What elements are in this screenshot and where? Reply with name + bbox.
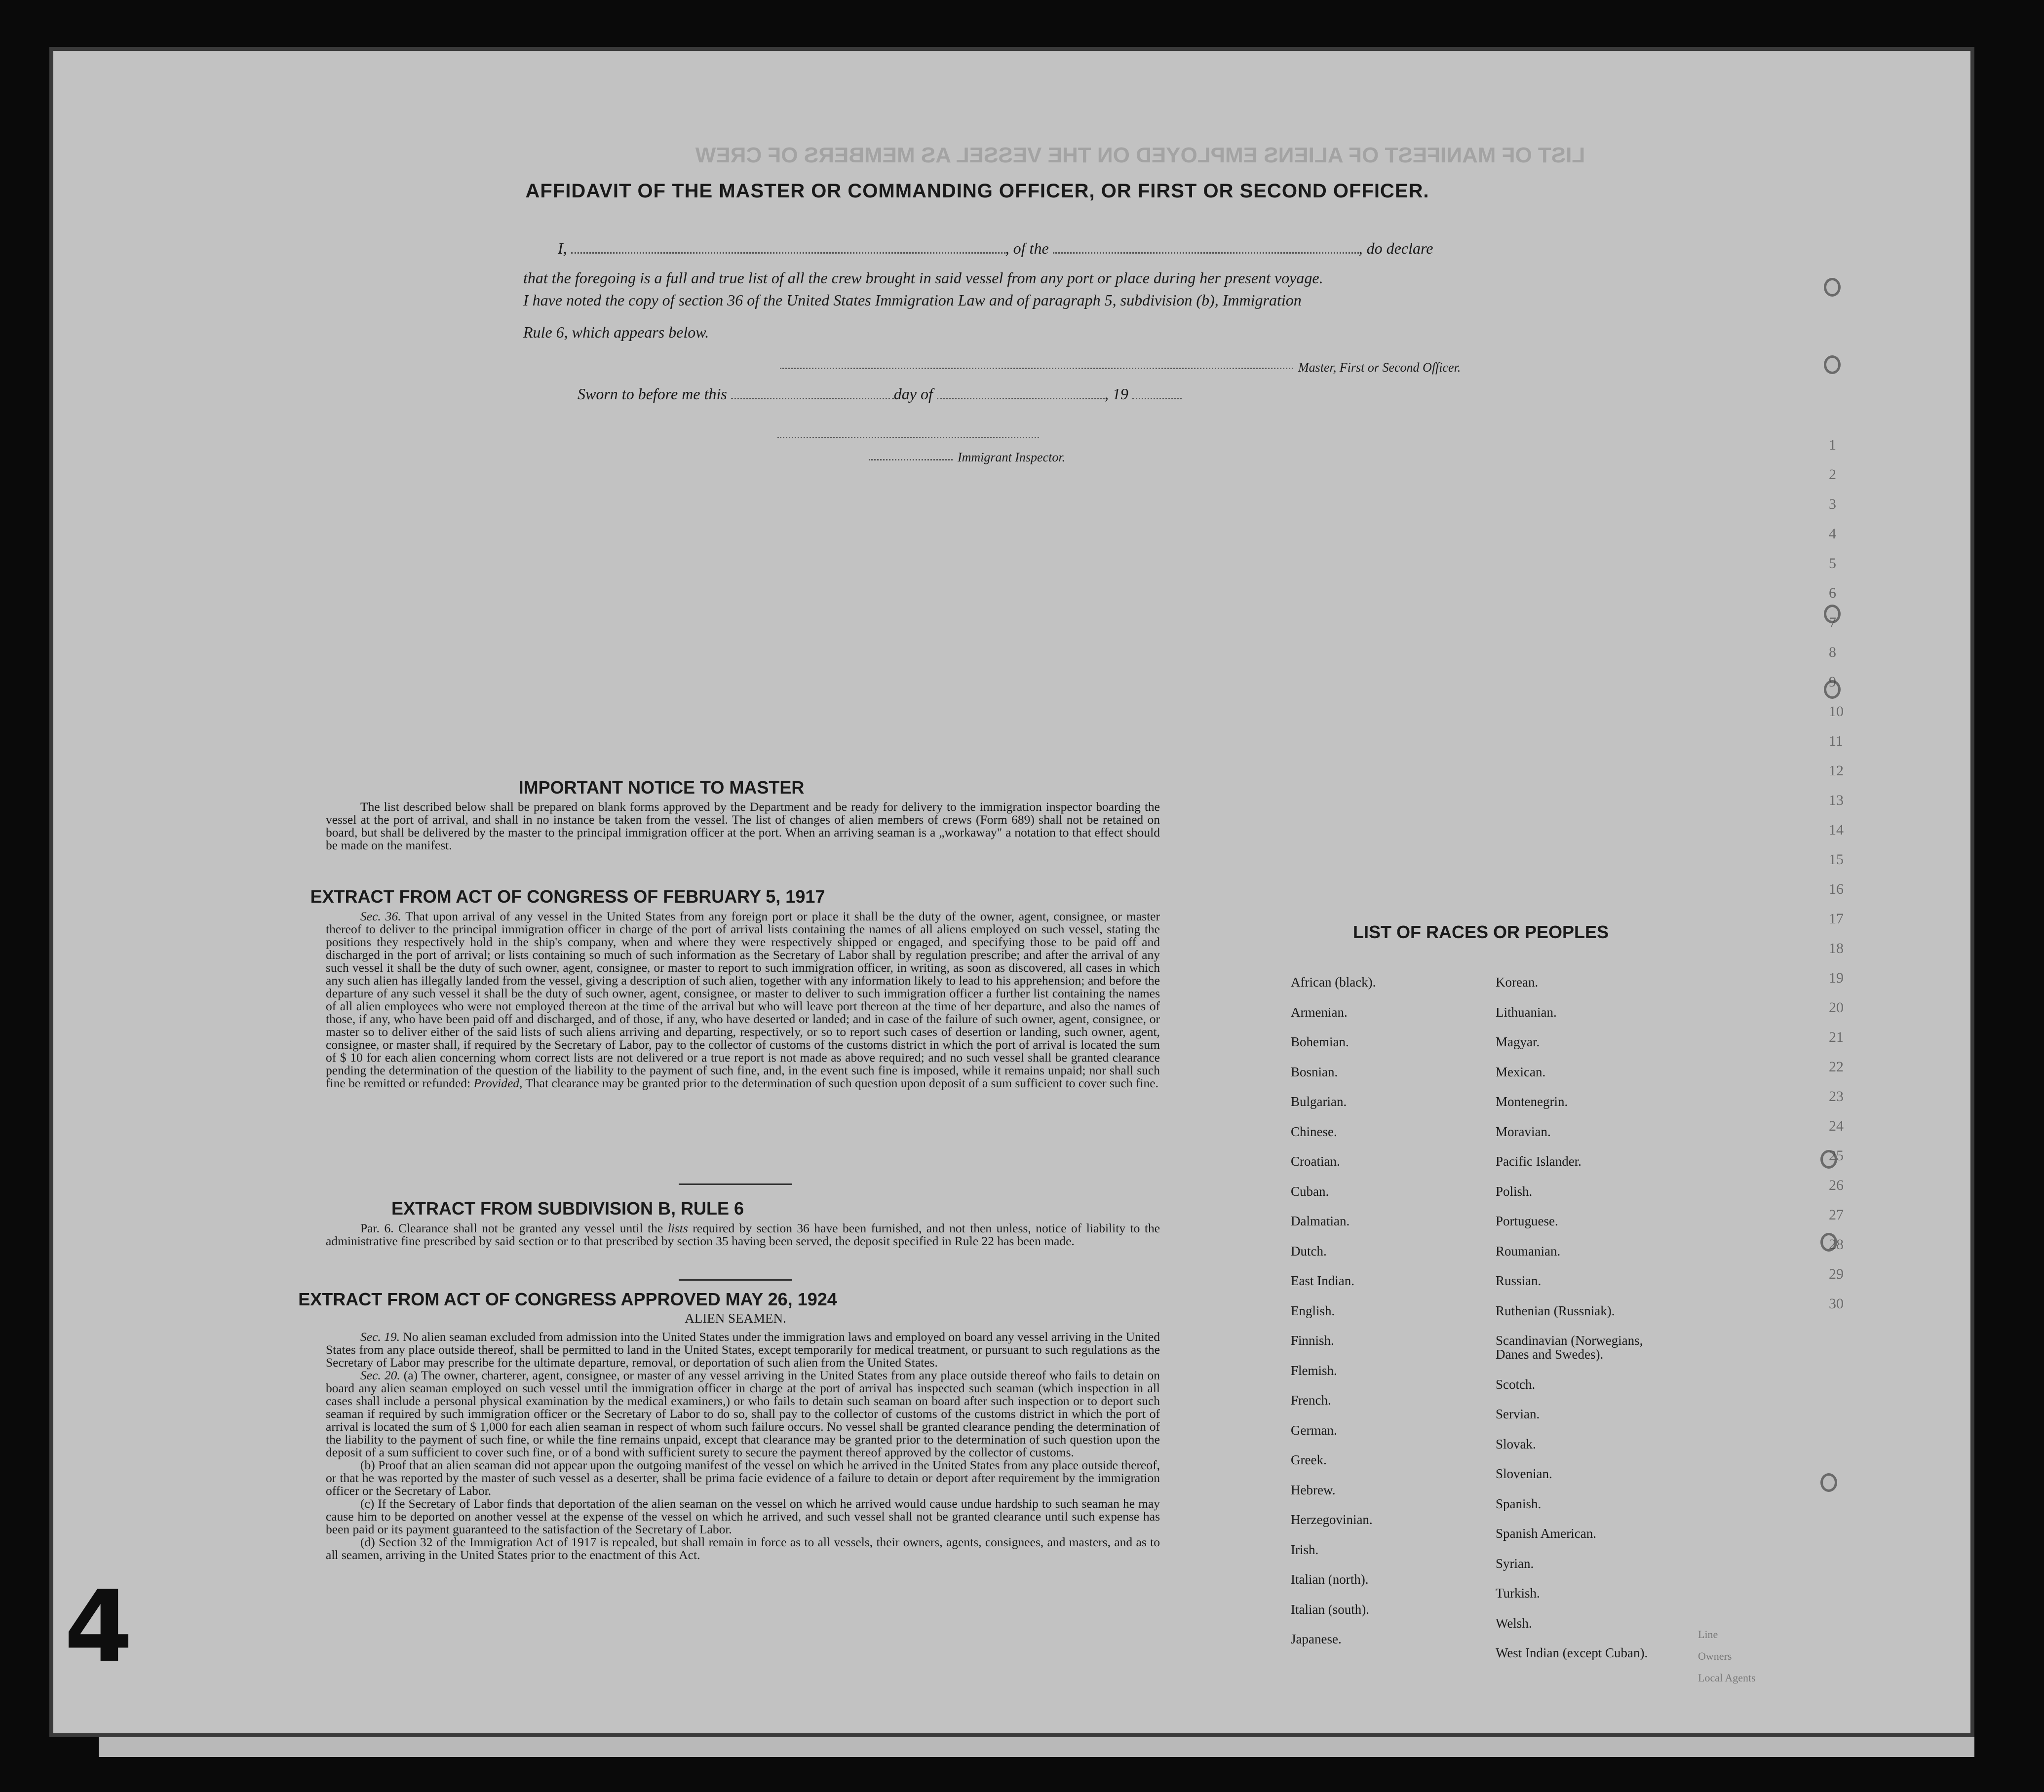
right-hole-1 xyxy=(1824,278,1841,297)
race-right-item: Portuguese. xyxy=(1496,1214,1558,1228)
margin-handwritten-mark: 4 xyxy=(64,1569,133,1684)
race-left-item: Chinese. xyxy=(1291,1124,1337,1139)
sec20-label: Sec. 20. xyxy=(360,1368,400,1382)
race-right-item: Syrian. xyxy=(1496,1556,1534,1571)
sec36-end: That clearance may be granted prior to the determination of such question upon deposit of a sum sufficient to cover such fine. xyxy=(525,1076,1158,1090)
sec36-label: Sec. 36. xyxy=(360,909,401,923)
race-right-item: Pacific Islander. xyxy=(1496,1154,1581,1169)
affidavit-i: I, xyxy=(558,239,567,257)
race-left-item: French. xyxy=(1291,1393,1331,1408)
race-right-item: Ruthenian (Russniak). xyxy=(1496,1303,1615,1318)
race-left-item: Bulgarian. xyxy=(1291,1094,1347,1109)
race-right-item: Spanish American. xyxy=(1496,1526,1596,1541)
affidavit-line-2: that the foregoing is a full and true list of all the crew brought in said vessel from any port or place during her present voyage. xyxy=(523,269,1323,287)
race-right-item: Russian. xyxy=(1496,1273,1542,1288)
rule6-text-b: required by section 36 have been furnished, and not then unless, notice of liability to the administrative fine prescribed by said section or to that prescribed by section 35 having been served, the deposit specified in Rule 22 has been made. xyxy=(326,1221,1160,1248)
margin-word-line: Line xyxy=(1698,1628,1718,1640)
bleed-row-number: 29 xyxy=(1829,1266,1844,1282)
race-right-item: Slovenian. xyxy=(1496,1466,1552,1481)
race-right-item: Mexican. xyxy=(1496,1064,1546,1079)
bleed-row-number: 7 xyxy=(1829,614,1836,631)
rule6-text-a: Par. 6. Clearance shall not be granted any vessel until the xyxy=(360,1221,663,1235)
bleed-row-number: 20 xyxy=(1829,999,1844,1016)
race-right-item: Korean. xyxy=(1496,975,1539,990)
race-left-item: Italian (south). xyxy=(1291,1601,1369,1617)
bleed-row-number: 3 xyxy=(1829,496,1836,512)
name-blank[interactable] xyxy=(571,252,1005,254)
inspector-label: Immigrant Inspector. xyxy=(958,450,1066,464)
bleed-row-number: 16 xyxy=(1829,881,1844,897)
sworn-day-blank[interactable] xyxy=(731,398,894,399)
race-left-item: Cuban. xyxy=(1291,1183,1329,1199)
bleed-row-number: 2 xyxy=(1829,466,1836,483)
extract-1924-text xyxy=(326,1331,1160,1562)
sec19-paragraph xyxy=(326,1331,1160,1369)
master-label: Master, First or Second Officer. xyxy=(1298,360,1461,375)
races-title: LIST OF RACES OR PEOPLES xyxy=(1352,922,1609,942)
bleed-row-number: 27 xyxy=(1829,1207,1844,1223)
sec20c-paragraph: (c) If the Secretary of Labor finds that deportation of the alien seaman on the vessel on which he arrived would cause undue hardship to such seaman he may cause him to be deported on another vessel at the expense of the vessel on which he arrived, and such vessel shall not be granted clearance until such expense has been paid or its payment guaranteed to the satisfaction of the Secretary of Labor. xyxy=(326,1496,1160,1536)
race-left-item: Italian (north). xyxy=(1291,1572,1369,1587)
affidavit-of-the: , of the xyxy=(1005,239,1049,257)
extract-1924-subtitle: ALIEN SEAMEN. xyxy=(685,1311,786,1326)
notice-text: The list described below shall be prepared on blank forms approved by the Department and be ready for delivery to the immigration inspector boarding the vessel at the port of arrival, and shall in no instance be taken from the vessel. The list of changes of alien members of crews (Form 689) shall not be retained on board, but shall be delivered by the master to the principal immigration officer at the port. When an arriving seaman is a „workaway" a notation to that effect should be made on the manifest. xyxy=(326,800,1160,852)
race-right-item: Lithuanian. xyxy=(1496,1004,1557,1020)
extract-1917-text xyxy=(326,910,1160,1090)
race-left-item: Hebrew. xyxy=(1291,1482,1336,1497)
race-right-item: Danes and Swedes). xyxy=(1496,1347,1604,1362)
bleed-row-number: 8 xyxy=(1829,644,1836,660)
notice-title: IMPORTANT NOTICE TO MASTER xyxy=(518,777,805,798)
margin-word-agents: Local Agents xyxy=(1698,1672,1756,1684)
race-left-item: Dalmatian. xyxy=(1291,1214,1350,1228)
inspector-signature-line[interactable] xyxy=(777,437,1039,438)
affidavit-title: AFFIDAVIT OF THE MASTER OR COMMANDING OFFICER, OR FIRST OR SECOND OFFICER. xyxy=(525,180,1429,202)
bleed-row-number: 26 xyxy=(1829,1177,1844,1193)
bleed-row-number: 18 xyxy=(1829,940,1844,956)
race-left-item: Greek. xyxy=(1291,1452,1327,1467)
bleed-row-number: 9 xyxy=(1829,674,1836,690)
sec19-body: No alien seaman excluded from admission into the United States under the immigration laws and employed on board any vessel arriving in the United States from any place outside thereof, shall be permitted to land in the United States, except temporarily for medical treatment, or pursuant to such regulations as the Secretary of Labor may prescribe for the ultimate departure, removal, or deportation of such alien from the United States. xyxy=(326,1330,1160,1370)
race-right-item: Montenegrin. xyxy=(1496,1094,1568,1109)
bleed-row-number: 13 xyxy=(1829,792,1844,808)
affidavit-line-4: Rule 6, which appears below. xyxy=(523,323,709,341)
race-left-item: Flemish. xyxy=(1291,1363,1337,1378)
sworn-line xyxy=(578,385,1182,403)
race-left-item: Bosnian. xyxy=(1291,1064,1338,1079)
affidavit-declare: , do declare xyxy=(1358,239,1433,257)
bleed-row-number: 5 xyxy=(1829,555,1836,572)
race-right-item: Magyar. xyxy=(1496,1034,1540,1049)
bleed-row-number: 28 xyxy=(1829,1236,1844,1253)
race-left-item: German. xyxy=(1291,1422,1337,1438)
sworn-text: Sworn to before me this xyxy=(578,385,727,403)
bleed-row-number: 1 xyxy=(1829,437,1836,453)
rule6-text xyxy=(326,1222,1160,1248)
bleed-heading: LIST OF MANIFEST OF ALIENS EMPLOYED ON THE VESSEL AS MEMBERS OF CREW xyxy=(695,143,1585,167)
race-left-item: English. xyxy=(1291,1303,1335,1318)
race-left-item: East Indian. xyxy=(1291,1273,1354,1288)
bleed-row-number: 15 xyxy=(1829,851,1844,868)
sec20a-body: (a) The owner, charterer, agent, consignee, or master of any vessel arriving in the United States from any place outside thereof who fails to detain on board any alien seaman employed on such vessel until the immigration officer in charge at the port of arrival has inspected such seaman (which inspection in all cases shall include a personal physical examination by the medical examiners,) or who fails to detain such seaman on board after such inspection or to deport such seaman if required by such immigration officer or the Secretary of Labor to do so, shall pay to the collector of customs of the customs district in which the port of arrival is located the sum of $ 1,000 for each alien seaman in respect of whom such failure occurs. No vessel shall be granted clearance pending the determination of the liability to the payment of such fine, or while the fine remains unpaid, except that clearance may be granted prior to the determination of such question upon the deposit of a sum sufficient to cover such fine, or of a bond with sufficient surety to secure the payment thereof approved by the collector of customs. xyxy=(326,1368,1160,1459)
bleed-row-number: 10 xyxy=(1829,703,1844,720)
race-right-item: Servian. xyxy=(1496,1407,1540,1421)
race-right-item: Roumanian. xyxy=(1496,1243,1561,1258)
bleed-row-number: 30 xyxy=(1829,1296,1844,1312)
sec19-label: Sec. 19. xyxy=(360,1330,400,1344)
inspector-signature-line-2[interactable] xyxy=(869,459,953,460)
bleed-row-number: 4 xyxy=(1829,526,1836,542)
race-left-item: African (black). xyxy=(1291,975,1376,990)
divider-1 xyxy=(679,1183,792,1185)
sworn-year-blank[interactable] xyxy=(1132,398,1182,399)
bleed-row-number: 12 xyxy=(1829,763,1844,779)
sworn-month-blank[interactable] xyxy=(937,398,1105,399)
race-left-item: Finnish. xyxy=(1291,1333,1334,1348)
bleed-row-number: 23 xyxy=(1829,1088,1844,1105)
race-right-item: Moravian. xyxy=(1496,1124,1551,1139)
divider-2 xyxy=(679,1279,792,1281)
affidavit-line-1 xyxy=(523,239,1481,258)
sec20a-paragraph xyxy=(326,1369,1160,1459)
race-right-item: Scotch. xyxy=(1496,1376,1536,1392)
right-hole-7 xyxy=(1820,1473,1837,1492)
race-left-item: Herzegovinian. xyxy=(1291,1512,1373,1527)
provided-label: Provided, xyxy=(473,1076,523,1090)
bleed-row-number: 17 xyxy=(1829,911,1844,927)
bleed-row-number: 11 xyxy=(1829,733,1843,749)
race-left-item: Armenian. xyxy=(1291,1004,1348,1020)
race-left-item: Croatian. xyxy=(1291,1154,1340,1169)
sec20b-paragraph: (b) Proof that an alien seaman did not appear upon the outgoing manifest of the vessel on which he arrived in the United States from any place outside thereof, or that he was reported by the master of such vessel as a deserter, shall be prima facie evidence of a failure to detain or deport after requirement by the immigration officer or the Secretary of Labor. xyxy=(326,1458,1160,1498)
race-right-item: Scandinavian (Norwegians, xyxy=(1496,1333,1643,1348)
sec20d-paragraph: (d) Section 32 of the Immigration Act of 1917 is repealed, but shall remain in force as to all vessels, their owners, agents, consignees, and masters, and as to all seamen, arriving in the United States prior to the enactment of this Act. xyxy=(326,1535,1160,1562)
bleed-row-number: 6 xyxy=(1829,585,1836,601)
rule6-lists: lists xyxy=(667,1221,688,1235)
race-right-item: Turkish. xyxy=(1496,1586,1540,1601)
sworn-year: , 19 xyxy=(1104,385,1128,403)
bleed-row-number: 19 xyxy=(1829,970,1844,986)
race-left-item: Dutch. xyxy=(1291,1243,1327,1258)
race-left-item: Bohemian. xyxy=(1291,1034,1349,1049)
extract-1924-title: EXTRACT FROM ACT OF CONGRESS APPROVED MAY 26, 1924 xyxy=(298,1289,837,1309)
affidavit-line-3: I have noted the copy of section 36 of the United States Immigration Law and of paragraph 5, subdivision (b), Immigration xyxy=(523,291,1302,309)
race-right-item: Slovak. xyxy=(1496,1436,1536,1451)
sworn-day-of: day of xyxy=(893,385,933,403)
margin-word-owners: Owners xyxy=(1698,1650,1732,1662)
bleed-row-number: 14 xyxy=(1829,822,1844,838)
race-left-item: Japanese. xyxy=(1291,1632,1342,1646)
extract-1917-title: EXTRACT FROM ACT OF CONGRESS OF FEBRUARY 5, 1917 xyxy=(310,886,825,907)
bleed-margin-words xyxy=(1698,1624,1756,1689)
race-right-item: West Indian (except Cuban). xyxy=(1496,1645,1648,1660)
right-hole-2 xyxy=(1824,355,1841,374)
master-signature-line[interactable] xyxy=(780,368,1293,369)
bleed-row-number: 25 xyxy=(1829,1147,1844,1164)
race-right-item: Polish. xyxy=(1496,1183,1533,1199)
race-left-item: Irish. xyxy=(1291,1542,1319,1557)
bleed-row-number: 24 xyxy=(1829,1118,1844,1134)
race-right-item: Welsh. xyxy=(1496,1615,1532,1631)
bleed-row-number: 21 xyxy=(1829,1029,1844,1045)
sec36-body: That upon arrival of any vessel in the United States from any foreign port or place it shall be the duty of the owner, agent, consignee, or master thereof to deliver to the principal immigration officer in charge of the port of arrival lists containing the names of all aliens employed on such vessel, stating the positions they respectively hold in the ship's company, when and where they were respectively shipped or engaged, and specifying those to be paid off and discharged in the port of arrival; or lists containing so much of such information as the Secretary of Labor shall by regulation prescribe; and after the arrival of any such vessel it shall be the duty of such owner, agent, consignee, or master to report to such immigration officer, in writing, as soon as discovered, all cases in which any such alien has illegally landed from the vessel, giving a description of such alien, together with any information likely to lead to his apprehension; and before the departure of any such vessel it shall be the duty of such owner, agent, consignee, or master to deliver to such immigration officer a further list containing the names of all alien employees who were not employed thereon at the time of the arrival but who will leave port thereon at the time of her departure, and also the names of those, if any, who have been paid off and discharged, and of those, if any, who have deserted or landed; and in case of the failure of such owner, agent, consignee, or master so to deliver either of the said lists of such aliens arriving and departing, respectively, or so to report such cases of desertion or landing, such owner, agent, consignee, or master shall, if required by the Secretary of Labor, pay to the collector of customs of the customs district in which the port of arrival is located the sum of $ 10 for each alien concerning whom correct lists are not delivered or a true report is not made as above required; and no such vessel shall be granted clearance pending the determination of the question of the liability to the payment of such fine, and, in the event such fine is imposed, while it remains unpaid; nor shall such fine be remitted or refunded: xyxy=(326,909,1160,1090)
bleed-row-number: 22 xyxy=(1829,1059,1844,1075)
race-right-item: Spanish. xyxy=(1496,1496,1542,1511)
rule6-title: EXTRACT FROM SUBDIVISION B, RULE 6 xyxy=(391,1198,744,1219)
vessel-blank[interactable] xyxy=(1053,252,1359,254)
